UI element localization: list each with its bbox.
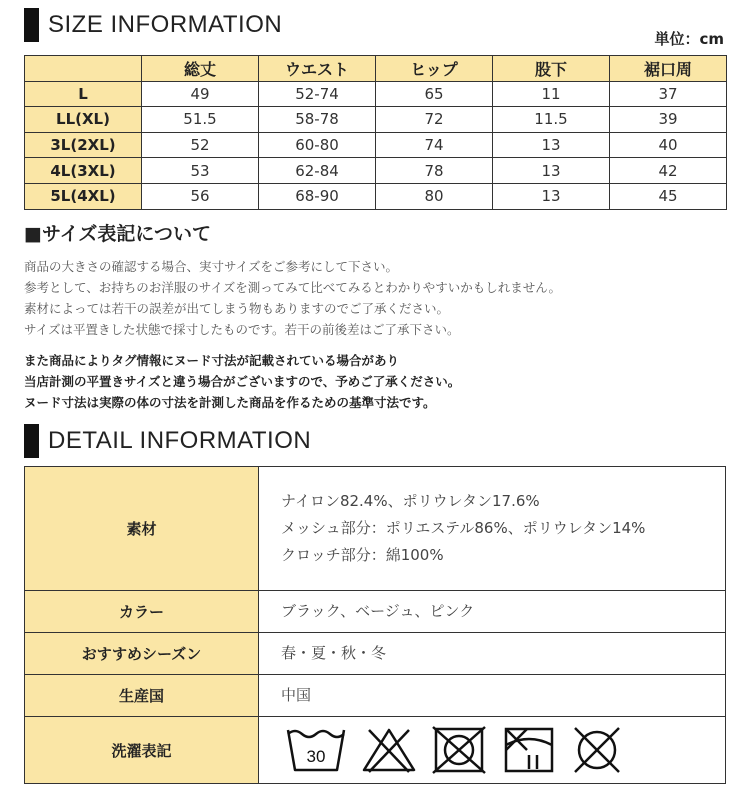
- table-row: [25, 81, 727, 107]
- table-cell: 58-78: [259, 107, 376, 133]
- size-notes-title: ■サイズ表記について: [24, 223, 212, 245]
- no-bleach-icon: [361, 726, 417, 774]
- no-dry-clean-icon: [571, 725, 623, 775]
- row-label: 4L(3XL): [25, 158, 142, 184]
- section-bar: [24, 8, 39, 42]
- header-cell: ヒップ: [376, 56, 493, 82]
- detail-row-care: [25, 717, 726, 784]
- detail-table: [24, 466, 726, 784]
- color-value: ブラック、ベージュ、ピンク: [259, 591, 726, 633]
- table-cell: 68-90: [259, 183, 376, 209]
- detail-row-material: [25, 467, 726, 591]
- origin-value: 中国: [259, 675, 726, 717]
- detail-section-title: DETAIL INFORMATION: [48, 427, 312, 454]
- note-line: 素材によっては若干の誤差が出てしまう物もありますのでご了承ください。: [24, 301, 450, 316]
- header-cell: 裾口周: [610, 56, 727, 82]
- nude-size-notes: [24, 350, 460, 413]
- table-row: [25, 107, 727, 133]
- table-cell: 53: [142, 158, 259, 184]
- table-cell: 13: [493, 132, 610, 158]
- table-cell: 62-84: [259, 158, 376, 184]
- table-cell: 65: [376, 81, 493, 107]
- section-bar: [24, 424, 39, 458]
- note-line: ヌード寸法は実際の体の寸法を計測した商品を作るための基準寸法です。: [24, 395, 436, 410]
- table-cell: 39: [610, 107, 727, 133]
- material-label: 素材: [25, 467, 259, 591]
- table-cell: 80: [376, 183, 493, 209]
- unit-label: 単位：cm: [654, 30, 724, 48]
- size-table-header-row: [25, 56, 727, 82]
- table-row: [25, 132, 727, 158]
- table-cell: 74: [376, 132, 493, 158]
- note-line: 商品の大きさの確認する場合、実寸サイズをご参考にして下さい。: [24, 259, 399, 274]
- table-cell: 60-80: [259, 132, 376, 158]
- header-cell: ウエスト: [259, 56, 376, 82]
- wash-temp-label: 30: [306, 747, 326, 766]
- material-line: クロッチ部分：綿100%: [281, 546, 444, 564]
- material-line: ナイロン82.4%、ポリウレタン17.6%: [281, 492, 540, 510]
- line-dry-shade-icon: [501, 725, 557, 775]
- no-tumble-dry-icon: [431, 725, 487, 775]
- row-label: L: [25, 81, 142, 107]
- care-icons: [285, 725, 725, 775]
- season-label: おすすめシーズン: [25, 633, 259, 675]
- table-cell: 40: [610, 132, 727, 158]
- table-cell: 72: [376, 107, 493, 133]
- material-value: [259, 467, 726, 591]
- header-cell: 股下: [493, 56, 610, 82]
- detail-row-season: [25, 633, 726, 675]
- table-cell: 11: [493, 81, 610, 107]
- table-row: [25, 183, 727, 209]
- size-table: [24, 55, 727, 210]
- detail-row-origin: [25, 675, 726, 717]
- wash-30-icon: [285, 726, 347, 774]
- size-section-header: [24, 8, 282, 42]
- row-label: 5L(4XL): [25, 183, 142, 209]
- table-row: [25, 158, 727, 184]
- note-line: 参考として、お持ちのお洋服のサイズを測ってみて比べてみるとわかりやすいかもしれません。: [24, 280, 562, 295]
- care-value: [259, 717, 726, 784]
- note-line: また商品によりタグ情報にヌード寸法が記載されている場合があり: [24, 353, 400, 368]
- header-cell: 総丈: [142, 56, 259, 82]
- care-label: 洗濯表記: [25, 717, 259, 784]
- table-corner: [25, 56, 142, 82]
- table-cell: 78: [376, 158, 493, 184]
- size-notes: [24, 256, 561, 340]
- row-label: LL(XL): [25, 107, 142, 133]
- table-cell: 37: [610, 81, 727, 107]
- origin-label: 生産国: [25, 675, 259, 717]
- row-label: 3L(2XL): [25, 132, 142, 158]
- season-value: 春・夏・秋・冬: [259, 633, 726, 675]
- table-cell: 51.5: [142, 107, 259, 133]
- detail-row-color: [25, 591, 726, 633]
- material-line: メッシュ部分：ポリエステル86%、ポリウレタン14%: [281, 519, 646, 537]
- table-cell: 13: [493, 183, 610, 209]
- table-cell: 42: [610, 158, 727, 184]
- size-section-title: SIZE INFORMATION: [48, 11, 283, 38]
- detail-section-header: [24, 424, 311, 458]
- table-cell: 11.5: [493, 107, 610, 133]
- table-cell: 49: [142, 81, 259, 107]
- table-cell: 52: [142, 132, 259, 158]
- table-cell: 56: [142, 183, 259, 209]
- color-label: カラー: [25, 591, 259, 633]
- table-cell: 45: [610, 183, 727, 209]
- note-line: 当店計測の平置きサイズと違う場合がございますので、予めご了承ください。: [24, 374, 461, 389]
- table-cell: 13: [493, 158, 610, 184]
- table-cell: 52-74: [259, 81, 376, 107]
- note-line: サイズは平置きした状態で採寸したものです。若干の前後差はご了承下さい。: [24, 322, 460, 337]
